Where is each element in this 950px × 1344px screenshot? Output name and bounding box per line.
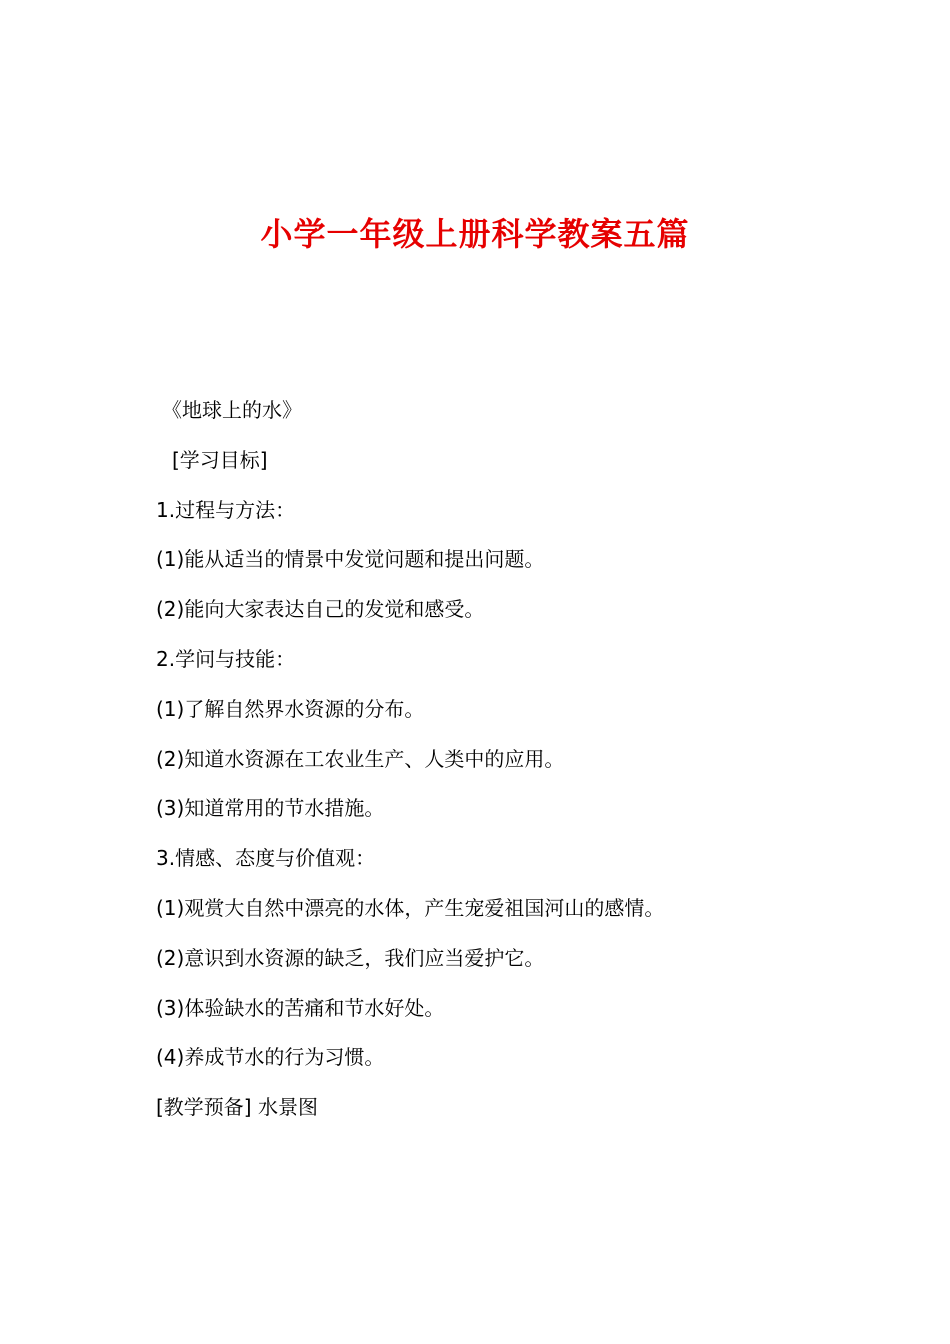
objective-item: (2)意识到水资源的缺乏，我们应当爱护它。	[156, 945, 545, 970]
objective-item: (4)养成节水的行为习惯。	[156, 1045, 385, 1070]
objective-heading-process: 1.过程与方法：	[156, 497, 296, 522]
objective-item: (1)能从适当的情景中发觉问题和提出问题。	[156, 547, 545, 572]
section-heading-preparation: [教学预备] 水景图	[156, 1095, 318, 1120]
objective-heading-attitude: 3.情感、态度与价值观：	[156, 846, 376, 871]
objective-item: (3)知道常用的节水措施。	[156, 796, 385, 821]
objective-item: (2)知道水资源在工农业生产、人类中的应用。	[156, 746, 565, 771]
document-title: 小学一年级上册科学教案五篇	[260, 215, 690, 253]
objective-item: (1)了解自然界水资源的分布。	[156, 696, 425, 721]
document-body	[156, 397, 876, 1144]
lesson-title: 《地球上的水》	[162, 398, 302, 422]
objective-item: (2)能向大家表达自己的发觉和感受。	[156, 597, 485, 622]
objective-heading-knowledge: 2.学问与技能：	[156, 646, 296, 671]
objective-item: (1)观赏大自然中漂亮的水体，产生宠爱祖国河山的感情。	[156, 895, 665, 920]
objective-item: (3)体验缺水的苦痛和节水好处。	[156, 995, 445, 1020]
section-heading-objectives: [学习目标]	[172, 447, 268, 472]
